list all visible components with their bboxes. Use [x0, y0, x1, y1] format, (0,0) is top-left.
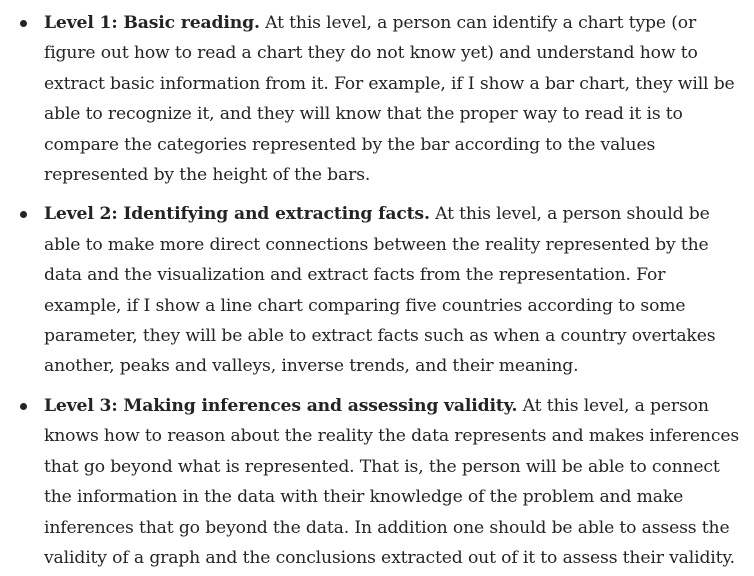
bullet-icon	[20, 20, 27, 27]
bullet-icon	[20, 211, 27, 218]
level-3-title: Level 3: Making inferences and assessing validity.	[44, 395, 518, 416]
level-1-text: At this level, a person can identify a chart type (or figure out how to read a chart they do not know yet) and understand how to extract basic information from it. For example, if I show a bar chart, they will be able to recognize it, and they will know that the proper way to read it is to compare the categories represented by the bar according to the values represented by the height of the bars.	[44, 13, 735, 186]
level-1-item	[0, 8, 754, 190]
level-2-title: Level 2: Identifying and extracting facts.	[44, 204, 430, 225]
level-2-text: At this level, a person should be able to make more direct connections between the reality represented by the data and the visualization and extract facts from the representation. For example, if I show a line chart comparing five countries according to some parameter, they will be able to extract facts such as when a country overtakes another, peaks and valleys, inverse trends, and their meaning.	[44, 204, 716, 377]
level-3-text: At this level, a person knows how to reason about the reality the data represents and makes inferences that go beyond what is represented. That is, the person will be able to connect the information in the data with their knowledge of the problem and make inferences that go beyond the data. In addition one should be able to assess the validity of a graph and the conclusions extracted out of it to assess their validity.	[44, 395, 740, 568]
level-1-title: Level 1: Basic reading.	[44, 13, 260, 33]
level-3-item	[0, 391, 754, 573]
level-2-item	[0, 199, 754, 381]
bullet-icon	[20, 403, 27, 410]
